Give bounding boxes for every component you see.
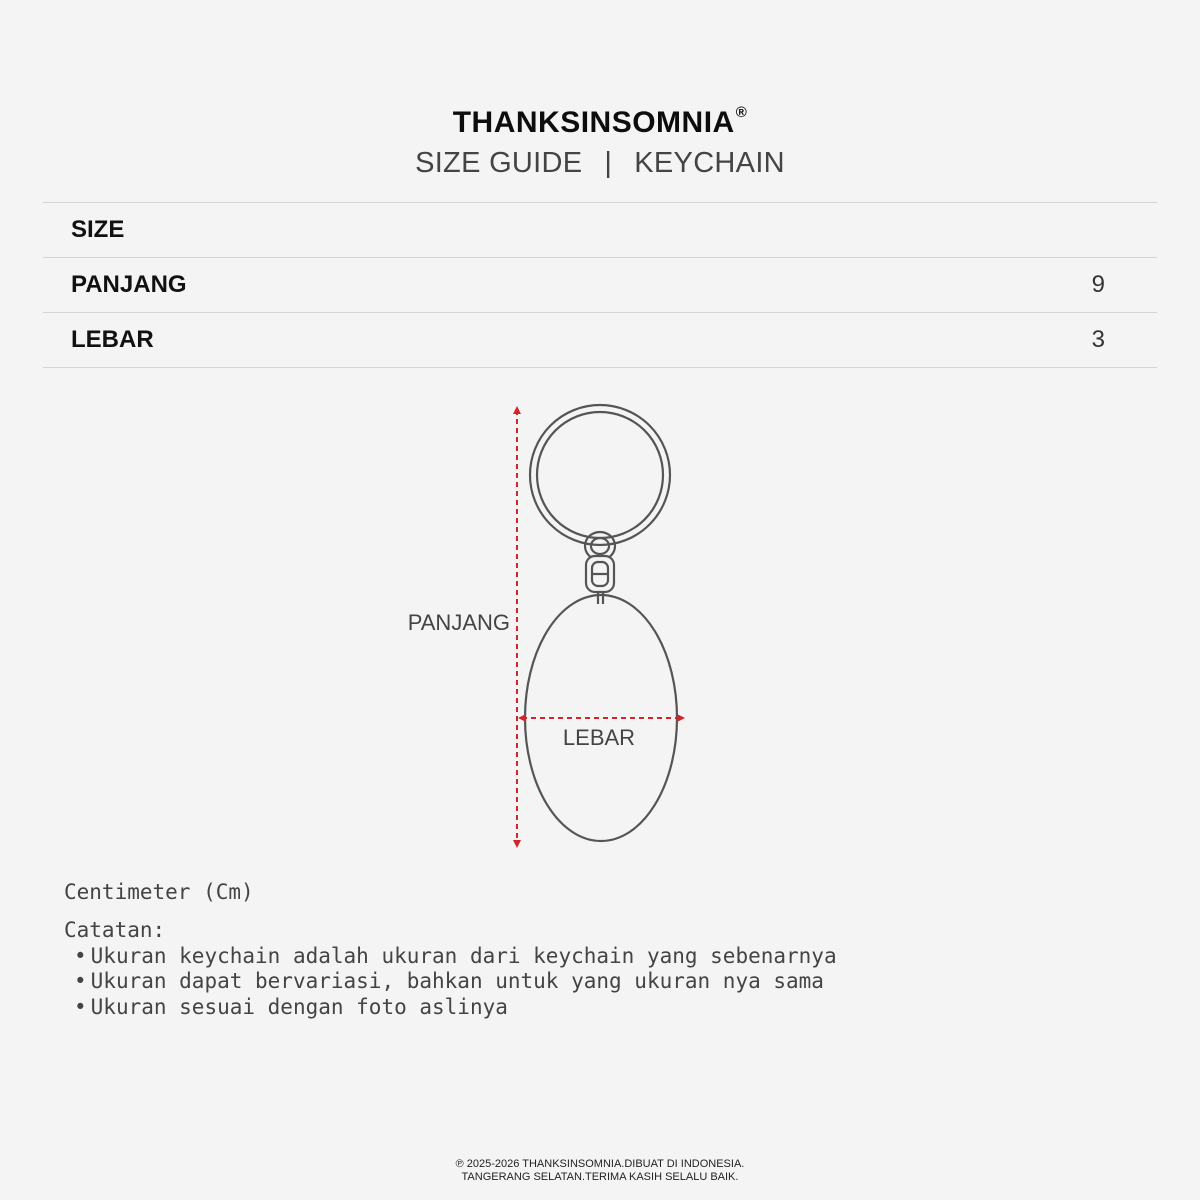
panjang-value: 9 [1091, 271, 1105, 298]
notes-title: Catatan: [64, 918, 166, 942]
note-item-1: • Ukuran keychain adalah ukuran dari keychain yang sebenarnya [64, 944, 837, 970]
brand-name: THANKSINSOMNIA [452, 106, 735, 139]
oval-tag-icon [525, 595, 677, 841]
lebar-value: 3 [1091, 326, 1105, 353]
product-label: KEYCHAIN [634, 147, 785, 179]
footer-line-2: TANGERANG SELATAN.TERIMA KASIH SELALU BAIK. [461, 1171, 739, 1183]
chain-link-icon [585, 532, 615, 604]
notes-section [64, 918, 837, 1020]
key-ring-icon [530, 405, 670, 545]
size-guide-label: SIZE GUIDE [415, 147, 583, 179]
notes-list [64, 944, 837, 1021]
subtitle-separator: | [604, 147, 613, 179]
length-label: PANJANG [407, 610, 510, 635]
note-item-2: • Ukuran dapat bervariasi, bahkan untuk yang ukuran nya sama [64, 969, 837, 995]
registered-mark: ® [735, 104, 748, 121]
width-label: LEBAR [562, 725, 636, 750]
unit-label: Centimeter (Cm) [64, 880, 254, 904]
lebar-label: LEBAR [71, 326, 154, 353]
panjang-label: PANJANG [71, 271, 187, 298]
size-header-label: SIZE [71, 216, 125, 243]
footer [0, 1158, 1200, 1184]
note-item-3: • Ukuran sesuai dengan foto aslinya [64, 995, 837, 1021]
footer-line-1: ℗ 2025-2026 THANKSINSOMNIA.DIBUAT DI INDONESIA. [455, 1158, 745, 1170]
